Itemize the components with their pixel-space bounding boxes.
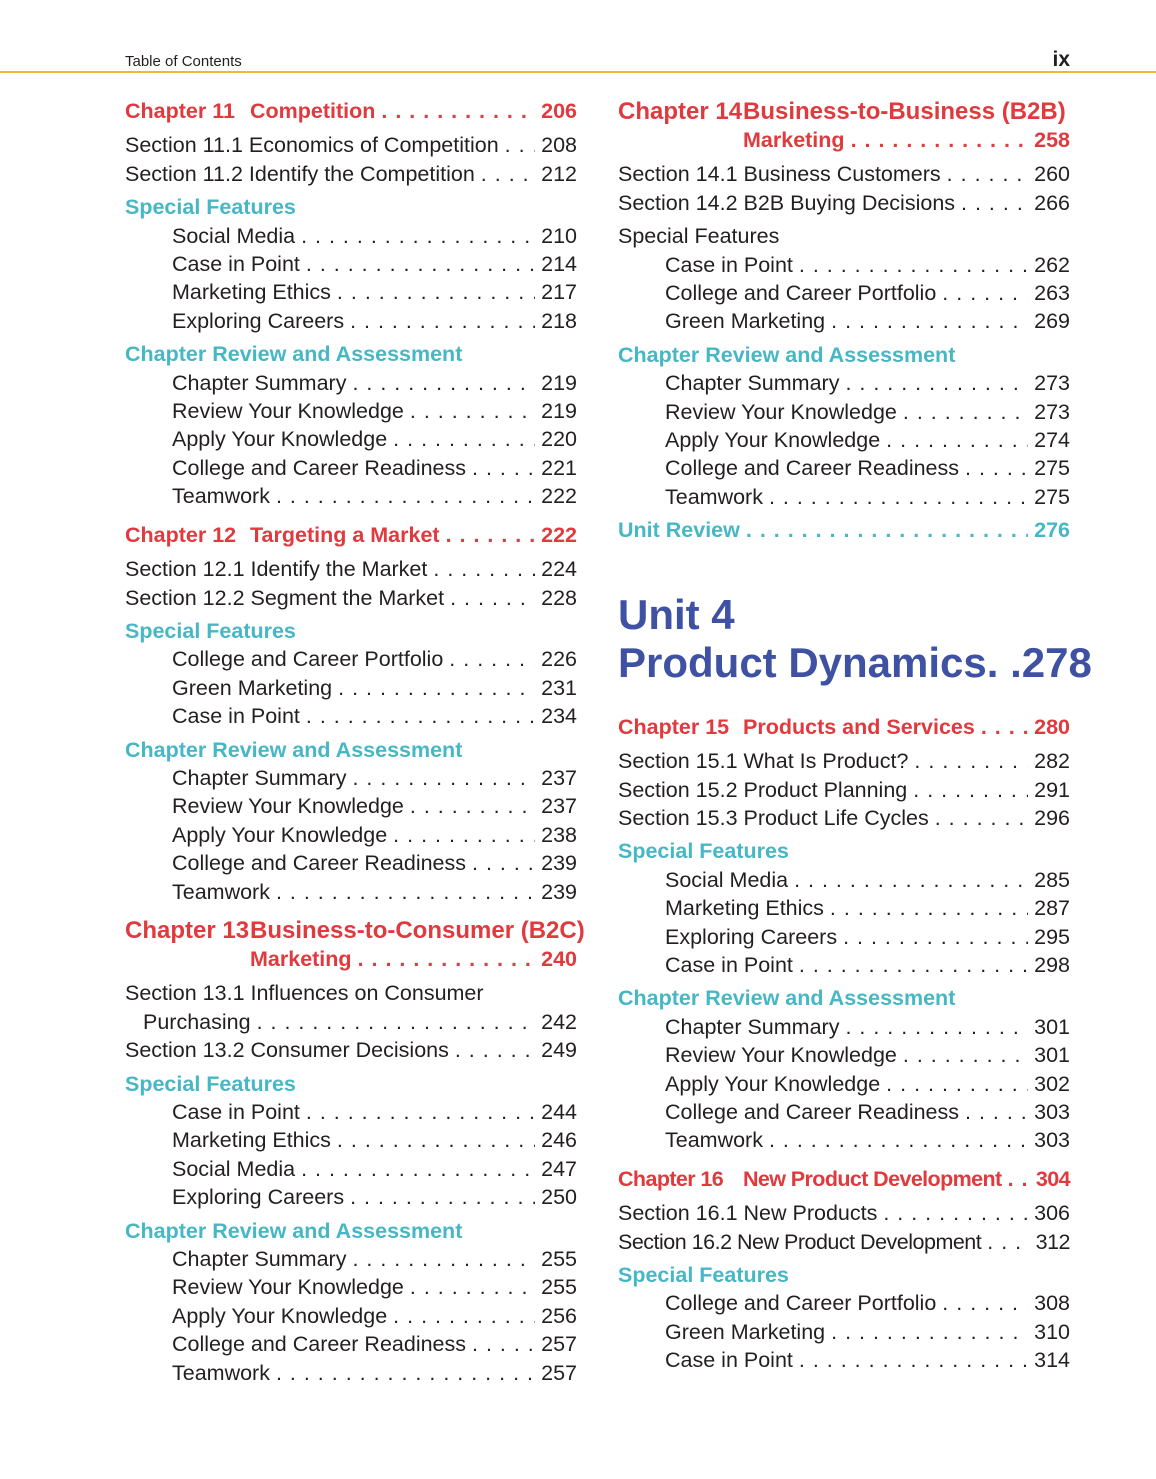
chapter-review-heading: Chapter Review and Assessment (125, 342, 463, 367)
toc-entry: Section 15.3 Product Life Cycles . . . 296 (618, 804, 1070, 832)
toc-entry: Green Marketing . . . 310 (618, 1318, 1070, 1346)
toc-entry: Purchasing . . . 242 (125, 1008, 577, 1036)
toc-entry: Review Your Knowledge . . . 219 (125, 397, 577, 425)
toc-entry: Section 12.1 Identify the Market . . . 224 (125, 555, 577, 583)
toc-entry: Section 11.1 Economics of Competition . . . 208 (125, 131, 577, 159)
chapter-title: New Product Development (743, 1166, 1002, 1191)
toc-entry: College and Career Readiness . . . 275 (618, 454, 1070, 482)
special-features-heading: Special Features (125, 618, 296, 643)
toc-entry: Apply Your Knowledge . . . 220 (125, 425, 577, 453)
toc-entry: Review Your Knowledge . . . 237 (125, 792, 577, 820)
toc-entry: Green Marketing . . . 231 (125, 674, 577, 702)
chapter-11-heading (125, 97, 577, 125)
toc-entry: College and Career Readiness . . . 221 (125, 454, 577, 482)
toc-entry: Exploring Careers . . . 218 (125, 307, 577, 335)
toc-entry: Teamwork . . . 303 (618, 1126, 1070, 1154)
toc-entry: Apply Your Knowledge . . . 238 (125, 821, 577, 849)
toc-entry: College and Career Portfolio . . . 226 (125, 645, 577, 673)
unit-title: Product Dynamics (618, 638, 987, 686)
toc-entry: Section 14.1 Business Customers . . . 260 (618, 160, 1070, 188)
chapter-title: Products and Services (743, 714, 975, 739)
unit-review-entry: Unit Review . . . 276 (618, 516, 1070, 544)
toc-entry: College and Career Portfolio . . . 263 (618, 279, 1070, 307)
chapter-label: Chapter 16 (618, 1166, 724, 1191)
chapter-13-heading (125, 916, 585, 973)
toc-entry: Apply Your Knowledge . . . 256 (125, 1302, 577, 1330)
chapter-14-heading (618, 97, 1070, 154)
special-features-heading: Special Features (618, 224, 780, 249)
chapter-title-line-1: Business-to-Business (B2B) (743, 98, 1066, 125)
chapter-review-heading: Chapter Review and Assessment (618, 986, 956, 1011)
chapter-label: Chapter 12 (125, 522, 237, 547)
toc-entry: Section 16.2 New Product Development . . . 312 (618, 1228, 1070, 1256)
toc-entry: College and Career Readiness . . . 257 (125, 1330, 577, 1358)
toc-entry: Section 13.1 Influences on Consumer (125, 981, 484, 1006)
toc-entry: Chapter Summary . . . 237 (125, 764, 577, 792)
special-features-heading: Special Features (125, 195, 296, 220)
chapter-title: Competition (250, 99, 376, 123)
chapter-page: 240 (541, 946, 577, 971)
toc-entry: Exploring Careers . . . 250 (125, 1183, 577, 1211)
special-features-heading: Special Features (618, 839, 789, 864)
unit-4-heading (618, 590, 1092, 687)
toc-entry: Review Your Knowledge . . . 255 (125, 1273, 577, 1301)
toc-entry: College and Career Readiness . . . 303 (618, 1098, 1070, 1126)
toc-entry: Section 15.2 Product Planning . . . 291 (618, 776, 1070, 804)
toc-entry: Teamwork . . . 275 (618, 483, 1070, 511)
toc-entry: Green Marketing . . . 269 (618, 307, 1070, 335)
toc-entry: Chapter Summary . . . 273 (618, 369, 1070, 397)
toc-entry: Teamwork . . . 257 (125, 1359, 577, 1387)
header-rule (0, 71, 1156, 73)
toc-entry: Chapter Summary . . . 219 (125, 369, 577, 397)
toc-entry: Exploring Careers . . . 295 (618, 923, 1070, 951)
toc-entry: Social Media . . . 285 (618, 866, 1070, 894)
toc-entry: Case in Point . . . 214 (125, 250, 577, 278)
toc-entry: Section 12.2 Segment the Market . . . 228 (125, 584, 577, 612)
chapter-page: 258 (1034, 128, 1070, 152)
toc-entry: College and Career Portfolio . . . 308 (618, 1289, 1070, 1317)
toc-right-column (618, 97, 1092, 1375)
toc-entry: Case in Point . . . 314 (618, 1346, 1070, 1374)
chapter-title-line-1: Business-to-Consumer (B2C) (250, 916, 585, 944)
chapter-page: 280 (1034, 714, 1070, 739)
toc-entry: Case in Point . . . 244 (125, 1098, 577, 1126)
chapter-review-heading: Chapter Review and Assessment (125, 1218, 463, 1243)
unit-leader-dots: . . (986, 638, 1022, 686)
chapter-title: Targeting a Market (250, 522, 440, 547)
toc-entry: Marketing Ethics . . . 246 (125, 1126, 577, 1154)
chapter-label: Chapter 14 (618, 98, 743, 125)
toc-entry: Section 11.2 Identify the Competition . . . 212 (125, 160, 577, 188)
chapter-16-heading (618, 1165, 1070, 1193)
toc-entry: Social Media . . . 210 (125, 222, 577, 250)
chapter-label: Chapter 15 (618, 714, 730, 739)
special-features-heading: Special Features (125, 1071, 296, 1096)
toc-entry: Review Your Knowledge . . . 273 (618, 398, 1070, 426)
chapter-review-heading: Chapter Review and Assessment (618, 342, 956, 367)
toc-entry: Chapter Summary . . . 255 (125, 1245, 577, 1273)
toc-left-column (125, 97, 585, 1387)
unit-label: Unit 4 (618, 590, 735, 638)
toc-entry: Marketing Ethics . . . 217 (125, 278, 577, 306)
toc-entry: Section 16.1 New Products . . . 306 (618, 1199, 1070, 1227)
toc-entry: Case in Point . . . 298 (618, 951, 1070, 979)
special-features-heading: Special Features (618, 1263, 789, 1287)
chapter-label: Chapter 11 (125, 99, 235, 123)
toc-entry: Case in Point . . . 234 (125, 702, 577, 730)
unit-page: 278 (1021, 638, 1092, 686)
toc-entry: Review Your Knowledge . . . 301 (618, 1041, 1070, 1069)
chapter-page: 304 (1035, 1166, 1070, 1191)
toc-entry: Apply Your Knowledge . . . 274 (618, 426, 1070, 454)
toc-entry: Section 15.1 What Is Product? . . . 282 (618, 747, 1070, 775)
chapter-review-heading: Chapter Review and Assessment (125, 737, 463, 762)
toc-entry: Marketing Ethics . . . 287 (618, 894, 1070, 922)
toc-entry: Social Media . . . 247 (125, 1155, 577, 1183)
toc-entry: Teamwork . . . 222 (125, 482, 577, 510)
chapter-title-line-2: Marketing (743, 128, 845, 152)
running-header-title: Table of Contents (125, 53, 242, 70)
chapter-page: 222 (541, 522, 577, 547)
toc-entry: Apply Your Knowledge . . . 302 (618, 1070, 1070, 1098)
toc-entry: Section 14.2 B2B Buying Decisions . . . 266 (618, 189, 1070, 217)
chapter-page: 206 (541, 99, 577, 123)
toc-entry: Teamwork . . . 239 (125, 878, 577, 906)
toc-entry: Section 13.2 Consumer Decisions . . . 249 (125, 1036, 577, 1064)
chapter-15-heading (618, 713, 1070, 741)
toc-entry: College and Career Readiness . . . 239 (125, 849, 577, 877)
toc-entry: Case in Point . . . 262 (618, 251, 1070, 279)
chapter-label: Chapter 13 (125, 916, 250, 944)
chapter-12-heading (125, 521, 577, 549)
chapter-title-line-2: Marketing (250, 946, 352, 971)
page-number: ix (1052, 48, 1070, 71)
toc-entry: Chapter Summary . . . 301 (618, 1013, 1070, 1041)
